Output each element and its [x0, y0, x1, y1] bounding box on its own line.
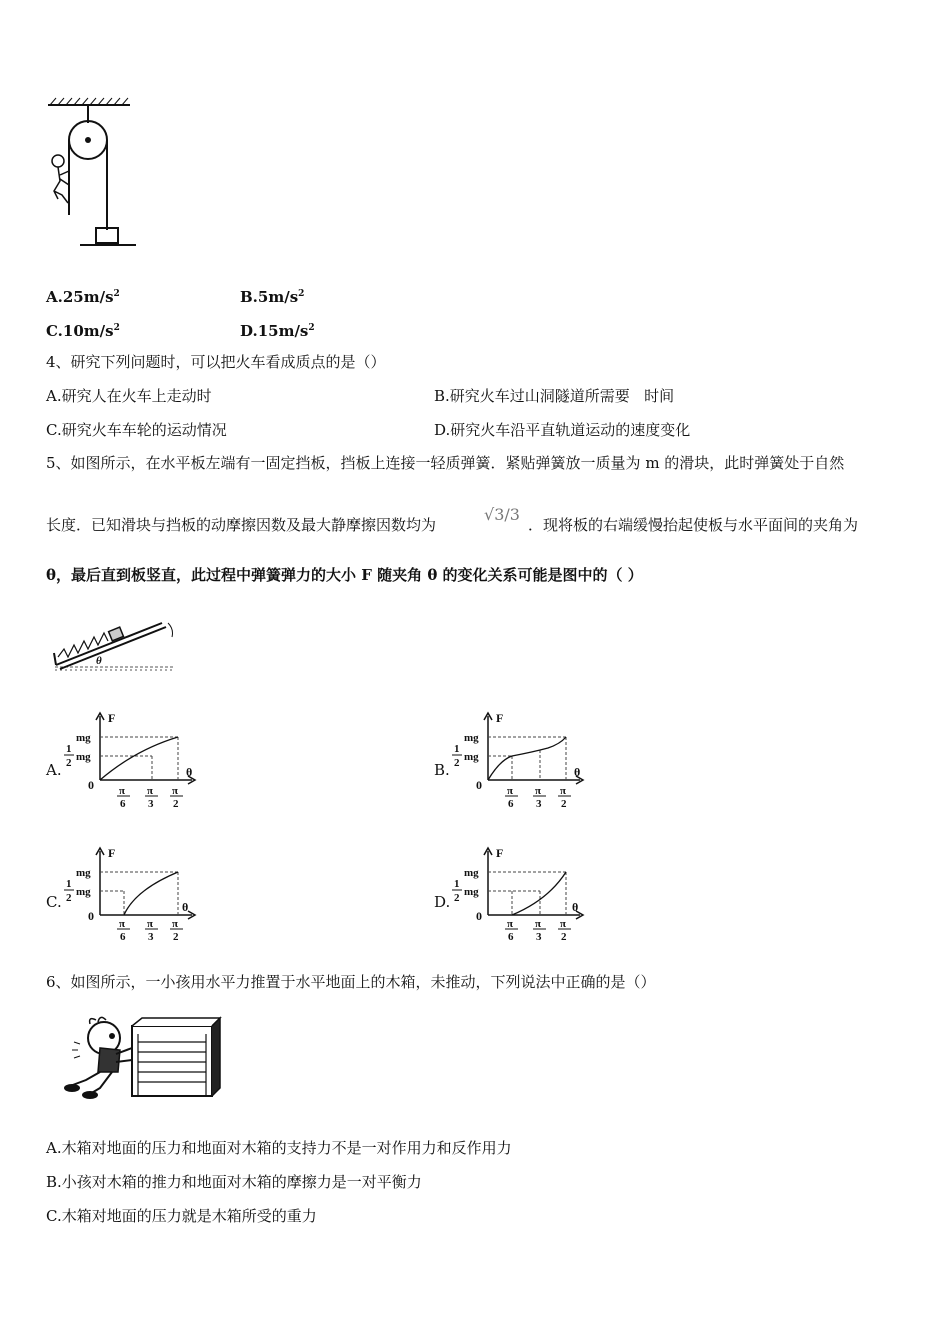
tick-half-num: 1	[454, 743, 460, 755]
tick-half-num: 1	[66, 878, 72, 890]
tick-pi: π	[119, 918, 126, 930]
superscript: 2	[113, 323, 120, 333]
tick-half-den: 2	[454, 892, 460, 904]
axis-label-theta: θ	[182, 900, 189, 914]
question-5-line2-part2: ．现将板的右端缓慢抬起使板与水平面间的夹角为	[528, 516, 859, 534]
tick-denominator: 6	[508, 931, 514, 943]
tick-mg: mg	[76, 732, 91, 744]
q4-option-b[interactable]: B.研究火车过山洞隧道所需要 时间	[434, 387, 675, 405]
pulley-figure	[40, 95, 140, 255]
child-pushing-box-figure	[60, 1012, 230, 1102]
graph-d[interactable]	[448, 845, 598, 945]
tick-denominator: 3	[148, 798, 154, 810]
tick-pi: π	[147, 785, 154, 797]
q4-option-d[interactable]: D.研究火车沿平直轨道运动的速度变化	[434, 421, 691, 439]
tick-denominator: 6	[120, 798, 126, 810]
tick-denominator: 6	[508, 798, 514, 810]
question-6-stem: 6、如图所示，一小孩用水平力推置于水平地面上的木箱，未推动，下列说法中正确的是（）	[46, 973, 656, 991]
tick-pi: π	[507, 918, 514, 930]
tick-pi: π	[172, 918, 179, 930]
tick-pi: π	[535, 918, 542, 930]
tick-half-mg: mg	[76, 886, 91, 898]
origin-label: 0	[476, 909, 482, 923]
graph-option-c-label[interactable]: C.	[46, 893, 62, 911]
origin-label: 0	[88, 778, 94, 792]
option-letter: C.	[46, 322, 63, 340]
tick-pi: π	[172, 785, 179, 797]
tick-mg: mg	[464, 867, 479, 879]
q6-option-c[interactable]: C.木箱对地面的压力就是木箱所受的重力	[46, 1207, 317, 1225]
q4-option-a[interactable]: A.研究人在火车上走动时	[46, 387, 212, 405]
tick-denominator: 2	[173, 798, 179, 810]
option-d[interactable]	[240, 318, 315, 341]
option-text: 15m/s	[257, 322, 309, 340]
option-c[interactable]	[46, 318, 120, 341]
axis-label-theta: θ	[572, 900, 579, 914]
graph-option-b-label[interactable]: B.	[434, 761, 450, 779]
question-5-line2	[46, 515, 436, 535]
tick-pi: π	[535, 785, 542, 797]
tick-pi: π	[507, 785, 514, 797]
graph-b[interactable]	[448, 710, 598, 810]
axis-label-theta: θ	[574, 765, 581, 779]
theta-label: θ	[96, 655, 102, 667]
tick-denominator: 2	[561, 798, 567, 810]
option-a[interactable]	[46, 284, 120, 307]
option-letter: B.	[240, 288, 258, 306]
question-5-line3: θ，最后直到板竖直，此过程中弹簧弹力的大小 F 随夹角 θ 的变化关系可能是图中的（ ）	[46, 566, 643, 584]
graph-c[interactable]	[60, 845, 210, 945]
option-b[interactable]	[240, 284, 304, 307]
superscript: 2	[308, 323, 315, 333]
q6-option-a[interactable]: A.木箱对地面的压力和地面对木箱的支持力不是一对作用力和反作用力	[46, 1139, 512, 1157]
tick-half-num: 1	[454, 878, 460, 890]
tick-denominator: 2	[561, 931, 567, 943]
tick-pi: π	[560, 785, 567, 797]
axis-label-f: F	[108, 711, 116, 725]
tick-mg: mg	[76, 867, 91, 879]
option-text: 5m/s	[257, 288, 299, 306]
graph-option-d-label[interactable]: D.	[434, 893, 451, 911]
tick-half-mg: mg	[76, 751, 91, 763]
tick-half-mg: mg	[464, 886, 479, 898]
question-5-line1: 5、如图所示，在水平板左端有一固定挡板，挡板上连接一轻质弹簧．紧贴弹簧放一质量为 m 的滑块，此时弹簧处于自然	[46, 454, 845, 472]
origin-label: 0	[476, 778, 482, 792]
tick-half-den: 2	[454, 757, 460, 769]
tick-half-num: 1	[66, 743, 72, 755]
option-text: 10m/s	[62, 322, 114, 340]
tick-pi: π	[119, 785, 126, 797]
question-4-stem: 4、研究下列问题时，可以把火车看成质点的是（）	[46, 353, 386, 371]
superscript: 2	[113, 289, 120, 299]
incline-spring-figure	[50, 615, 185, 675]
tick-denominator: 3	[536, 798, 542, 810]
option-letter: A.	[46, 288, 63, 306]
origin-label: 0	[88, 909, 94, 923]
tick-half-den: 2	[66, 757, 72, 769]
superscript: 2	[298, 289, 305, 299]
axis-label-theta: θ	[186, 765, 193, 779]
graph-option-a-label[interactable]: A.	[46, 761, 62, 779]
question-5-line2-part1: 长度．已知滑块与挡板的动摩擦因数及最大静摩擦因数均为	[46, 516, 437, 534]
tick-denominator: 3	[148, 931, 154, 943]
q6-option-b[interactable]: B.小孩对木箱的推力和地面对木箱的摩擦力是一对平衡力	[46, 1173, 422, 1191]
axis-label-f: F	[496, 846, 504, 860]
graph-a[interactable]	[60, 710, 210, 810]
tick-denominator: 3	[536, 931, 542, 943]
axis-label-f: F	[496, 711, 504, 725]
axis-label-f: F	[108, 846, 116, 860]
tick-denominator: 6	[120, 931, 126, 943]
tick-pi: π	[560, 918, 567, 930]
tick-half-den: 2	[66, 892, 72, 904]
tick-mg: mg	[464, 732, 479, 744]
tick-pi: π	[147, 918, 154, 930]
option-text: 25m/s	[62, 288, 114, 306]
tick-half-mg: mg	[464, 751, 479, 763]
q4-option-c[interactable]: C.研究火车车轮的运动情况	[46, 421, 227, 439]
sqrt-expression: √3/3	[484, 505, 520, 524]
tick-denominator: 2	[173, 931, 179, 943]
option-letter: D.	[240, 322, 258, 340]
